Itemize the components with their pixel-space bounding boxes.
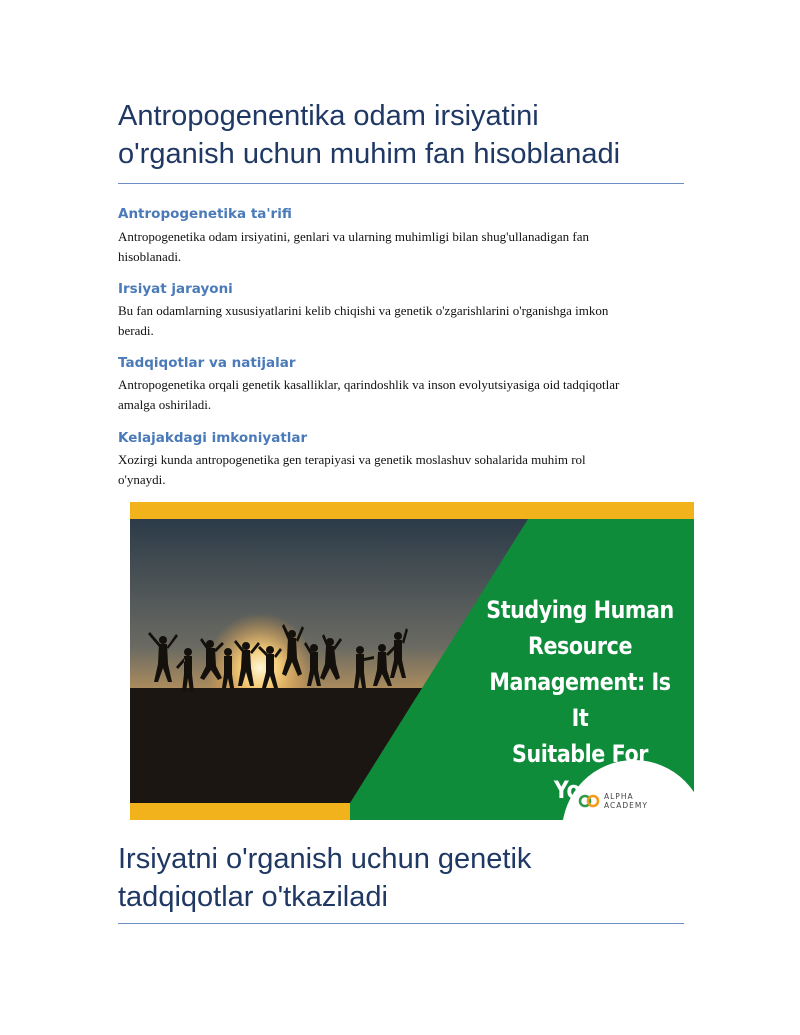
banner-headline-line: Resource <box>527 632 633 660</box>
section-heading: Irsiyat jarayoni <box>118 281 233 297</box>
section-title-line-1: Irsiyatni o'rganish uchun genetik <box>118 843 532 875</box>
section-text-line: Antropogenetika odam irsiyatini, genlari va ularning muhimligi bilan shug'ullanadigan fan <box>118 229 589 244</box>
logo-word: ALPHA <box>604 792 634 801</box>
section-text-line: Antropogenetika orqali genetik kasalliklar, qarindoshlik va inson evolyutsiyasiga oid tadqiqotlar <box>118 377 620 392</box>
alpha-academy-logo-text <box>604 792 648 810</box>
section-text <box>118 375 678 415</box>
section-text-line: Xozirgi kunda antropogenetika gen terapiyasi va genetik moslashuv sohalarida muhim rol <box>118 452 586 467</box>
section-text-line: o'ynaydi. <box>118 472 166 487</box>
logo-word: ACADEMY <box>604 801 648 810</box>
section-text <box>118 450 678 490</box>
section-heading: Antropogenetika ta'rifi <box>118 206 292 222</box>
section-title-underline <box>118 923 684 924</box>
banner-headline <box>485 592 674 808</box>
banner-headline-line: Management: Is It <box>489 668 671 732</box>
section-heading: Tadqiqotlar va natijalar <box>118 355 296 371</box>
section-heading: Kelajakdagi imkoniyatlar <box>118 430 308 446</box>
alpha-academy-logo-icon <box>578 793 600 809</box>
page-title <box>118 97 688 173</box>
section-text <box>118 301 678 341</box>
section-text-line: beradi. <box>118 323 154 338</box>
section-text-line: amalga oshiriladi. <box>118 397 212 412</box>
page-title-line-2: o'rganish uchun muhim fan hisoblanadi <box>118 138 621 170</box>
page-title-line-1: Antropogenentika odam irsiyatini <box>118 100 539 132</box>
alpha-academy-logo <box>578 792 648 810</box>
section-text-line: hisoblanadi. <box>118 249 182 264</box>
section-title-line-2: tadqiqotlar o'tkaziladi <box>118 881 388 913</box>
banner-image <box>130 502 694 820</box>
banner-headline-line: Suitable For You? <box>512 740 648 804</box>
banner-headline-line: Studying Human <box>486 596 674 624</box>
section-text <box>118 227 678 267</box>
title-underline <box>118 183 684 184</box>
section-text-line: Bu fan odamlarning xususiyatlarini kelib chiqishi va genetik o'zgarishlarini o'rganishga imkon <box>118 303 609 318</box>
section-title <box>118 840 688 916</box>
